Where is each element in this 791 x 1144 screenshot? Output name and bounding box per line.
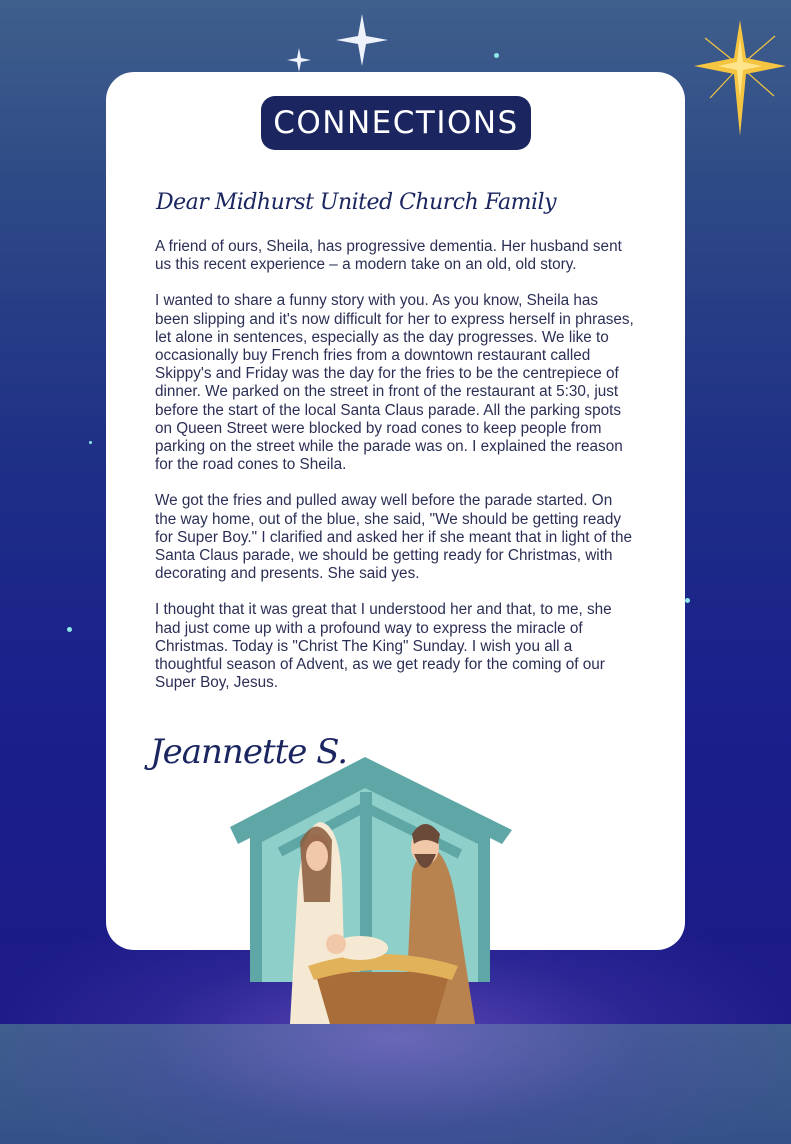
letter-body (155, 238, 635, 710)
sparkle-icon (336, 14, 388, 66)
paragraph: We got the fries and pulled away well before the parade started. On the way home, out of the blue, she said, "We should be getting ready for Super Boy." I clarified and asked her if she meant that in light of the Santa Claus parade, we should be getting ready for Christmas, with decorating and presents. She said yes. (155, 492, 633, 583)
letter-greeting: Dear Midhurst United Church Family (156, 190, 557, 215)
sparkle-icon (287, 48, 311, 72)
star-dot (67, 627, 72, 632)
star-dot (89, 441, 92, 444)
star-dot (685, 598, 690, 603)
paragraph: A friend of ours, Sheila, has progressive dementia. Her husband sent us this recent experience – a modern take on an old, old story. (155, 238, 622, 274)
page-title: CONNECTIONS (261, 96, 531, 150)
signature: Jeannette S. (150, 732, 348, 772)
nativity-scene-icon (220, 752, 520, 1024)
bethlehem-star-icon (690, 18, 790, 140)
paragraph: I thought that it was great that I understood her and that, to me, she had just come up with a profound way to express the miracle of Christmas. Today is "Christ The King" Sunday. I wish you all a thoughtful season of Advent, as we get ready for the coming of our Super Boy, Jesus. (155, 601, 612, 692)
paragraph: I wanted to share a funny story with you. As you know, Sheila has been slipping and it's now difficult for her to express herself in phrases, let alone in sentences, especially as the day progresses. We like to occasionally buy French fries from a downtown restaurant called Skippy's and Friday was the day for the fries to be the centrepiece of dinner. We parked on the street in front of the restaurant at 5:30, just before the start of the local Santa Claus parade. All the parking spots on Queen Street were blocked by road cones to keep people from parking on the street while the parade was on. I explained the reason for the road cones to Sheila. (155, 292, 634, 474)
star-dot (494, 53, 499, 58)
